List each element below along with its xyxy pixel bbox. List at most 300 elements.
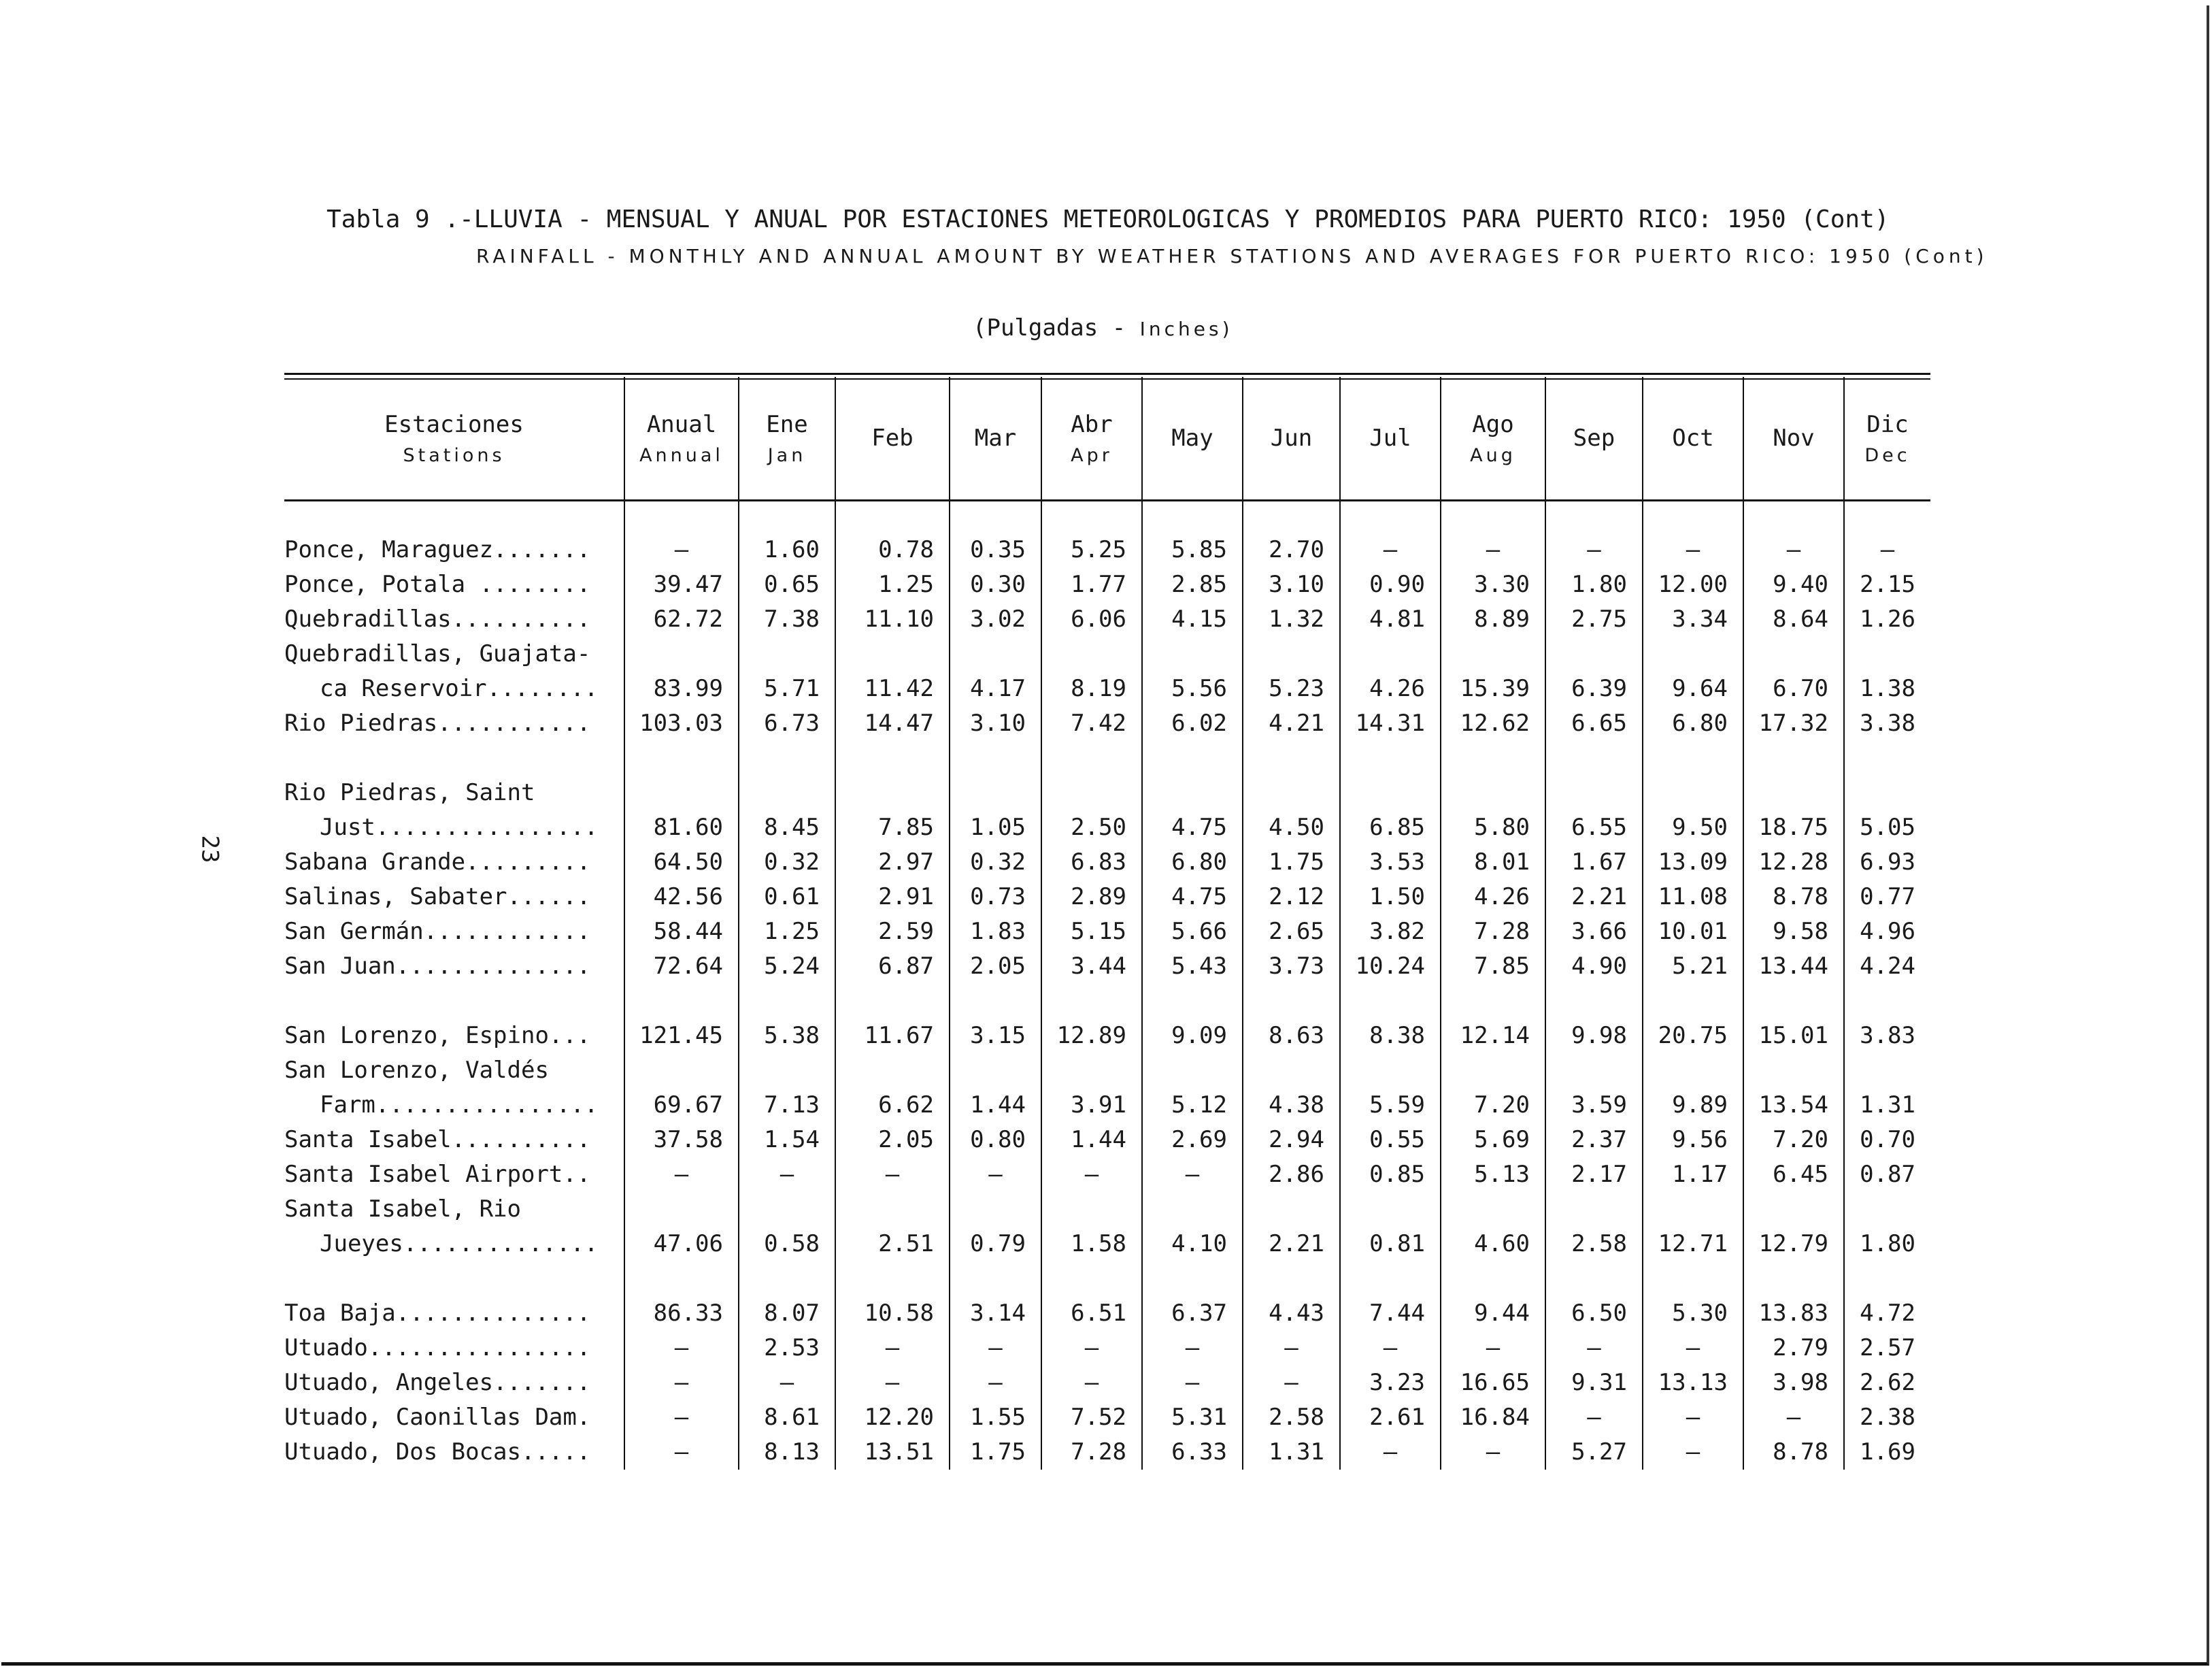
rainfall-value: 2.51 bbox=[835, 1227, 950, 1261]
rainfall-value: 2.97 bbox=[835, 845, 950, 880]
rainfall-value: 9.89 bbox=[1643, 1088, 1743, 1123]
rainfall-value: 3.53 bbox=[1340, 845, 1441, 880]
rainfall-value: 0.70 bbox=[1844, 1123, 1930, 1157]
rainfall-value: 16.84 bbox=[1441, 1400, 1545, 1435]
rainfall-value: 42.56 bbox=[624, 880, 739, 914]
table-row bbox=[284, 1261, 1930, 1296]
rainfall-value bbox=[1142, 1261, 1243, 1296]
rainfall-value: 1.80 bbox=[1545, 567, 1643, 602]
rainfall-value: 6.37 bbox=[1142, 1296, 1243, 1331]
header-col bbox=[1142, 377, 1243, 501]
rainfall-value: 15.39 bbox=[1441, 672, 1545, 706]
rainfall-value: — bbox=[1340, 501, 1441, 568]
rainfall-value: — bbox=[1441, 1435, 1545, 1470]
rainfall-value bbox=[1243, 984, 1340, 1019]
rainfall-value: 121.45 bbox=[624, 1019, 739, 1053]
rainfall-value: 13.09 bbox=[1643, 845, 1743, 880]
station-name: Salinas, Sabater...... bbox=[284, 883, 591, 910]
rainfall-value: 12.00 bbox=[1643, 567, 1743, 602]
rainfall-value: 3.10 bbox=[950, 706, 1041, 741]
rainfall-value: — bbox=[950, 1331, 1041, 1366]
rainfall-value: 0.90 bbox=[1340, 567, 1441, 602]
rainfall-value bbox=[1545, 1261, 1643, 1296]
rainfall-value: 10.24 bbox=[1340, 949, 1441, 984]
rainfall-value: 3.83 bbox=[1844, 1019, 1930, 1053]
rainfall-value: 0.73 bbox=[950, 880, 1041, 914]
rainfall-value: 5.80 bbox=[1441, 810, 1545, 845]
table-row bbox=[284, 1435, 1930, 1470]
header-label-en: Stations bbox=[403, 445, 505, 466]
rainfall-value: 0.87 bbox=[1844, 1157, 1930, 1192]
header-col bbox=[1041, 377, 1142, 501]
rainfall-value: 1.50 bbox=[1340, 880, 1441, 914]
rainfall-value: 0.78 bbox=[835, 501, 950, 568]
rainfall-value: 0.55 bbox=[1340, 1123, 1441, 1157]
rainfall-value bbox=[624, 1053, 739, 1088]
station-name: Quebradillas, Guajata- bbox=[284, 640, 591, 667]
rainfall-value: 7.13 bbox=[739, 1088, 835, 1123]
table-title-spanish: Tabla 9 .-LLUVIA - MENSUAL Y ANUAL POR ESTACIONES METEOROLOGICAS Y PROMEDIOS PARA PUERTO RICO: 1950 (Cont) bbox=[326, 205, 1890, 233]
rainfall-value: 6.62 bbox=[835, 1088, 950, 1123]
rainfall-value: 17.32 bbox=[1743, 706, 1844, 741]
rainfall-value bbox=[835, 776, 950, 810]
rainfall-value: 7.85 bbox=[1441, 949, 1545, 984]
rainfall-value: 0.79 bbox=[950, 1227, 1041, 1261]
header-col bbox=[1643, 377, 1743, 501]
rainfall-value: 0.61 bbox=[739, 880, 835, 914]
rainfall-value bbox=[1844, 637, 1930, 672]
rainfall-value bbox=[624, 1192, 739, 1227]
station-name: Rio Piedras, Saint bbox=[284, 779, 535, 806]
rainfall-value: 5.69 bbox=[1441, 1123, 1545, 1157]
rainfall-value bbox=[1041, 984, 1142, 1019]
rainfall-value: 1.69 bbox=[1844, 1435, 1930, 1470]
rainfall-value: 1.17 bbox=[1643, 1157, 1743, 1192]
table-row bbox=[284, 914, 1930, 949]
station-name: Santa Isabel Airport.. bbox=[284, 1161, 591, 1188]
rainfall-value: 7.44 bbox=[1340, 1296, 1441, 1331]
rainfall-value: 1.67 bbox=[1545, 845, 1643, 880]
rainfall-value: — bbox=[835, 1366, 950, 1400]
rainfall-value bbox=[835, 1261, 950, 1296]
rainfall-value bbox=[1743, 984, 1844, 1019]
rainfall-value: 7.42 bbox=[1041, 706, 1142, 741]
table-row bbox=[284, 880, 1930, 914]
station-name: Santa Isabel.......... bbox=[284, 1126, 591, 1153]
rainfall-value bbox=[739, 741, 835, 776]
table-row bbox=[284, 1400, 1930, 1435]
rainfall-value: — bbox=[1743, 501, 1844, 568]
rainfall-value bbox=[1643, 1192, 1743, 1227]
rainfall-value: 2.38 bbox=[1844, 1400, 1930, 1435]
rainfall-value bbox=[1142, 984, 1243, 1019]
rainfall-value: 0.58 bbox=[739, 1227, 835, 1261]
rainfall-value: 8.38 bbox=[1340, 1019, 1441, 1053]
table-row bbox=[284, 1019, 1930, 1053]
station-name: Sabana Grande......... bbox=[284, 848, 591, 876]
rainfall-value bbox=[835, 637, 950, 672]
table-row bbox=[284, 637, 1930, 672]
rainfall-value: — bbox=[835, 1157, 950, 1192]
rainfall-value: 1.32 bbox=[1243, 602, 1340, 637]
rainfall-value: 3.10 bbox=[1243, 567, 1340, 602]
rainfall-value bbox=[1340, 984, 1441, 1019]
rainfall-value: 5.71 bbox=[739, 672, 835, 706]
rainfall-value: — bbox=[1340, 1331, 1441, 1366]
header-label-en: Dec bbox=[1864, 445, 1911, 466]
rainfall-value bbox=[1340, 741, 1441, 776]
table-body bbox=[284, 501, 1930, 1470]
rainfall-value: 2.94 bbox=[1243, 1123, 1340, 1157]
rainfall-value: 8.61 bbox=[739, 1400, 835, 1435]
rainfall-value: 20.75 bbox=[1643, 1019, 1743, 1053]
rainfall-value: — bbox=[1643, 1400, 1743, 1435]
rainfall-value: 5.56 bbox=[1142, 672, 1243, 706]
rainfall-value: 4.21 bbox=[1243, 706, 1340, 741]
rainfall-value: 4.72 bbox=[1844, 1296, 1930, 1331]
rainfall-value bbox=[1243, 1053, 1340, 1088]
rainfall-value: — bbox=[1545, 501, 1643, 568]
station-name bbox=[284, 984, 624, 1019]
station-name: Utuado................ bbox=[284, 1334, 591, 1361]
rainfall-value bbox=[950, 776, 1041, 810]
header-label-es: Jul bbox=[1369, 425, 1411, 452]
header-label-es: Jun bbox=[1270, 425, 1313, 452]
rainfall-value: 6.87 bbox=[835, 949, 950, 984]
rainfall-value: 3.98 bbox=[1743, 1366, 1844, 1400]
table-row bbox=[284, 810, 1930, 845]
station-name: San Lorenzo, Espino... bbox=[284, 1022, 591, 1049]
station-name: ca Reservoir........ bbox=[320, 675, 599, 702]
table-row bbox=[284, 672, 1930, 706]
rainfall-value: 8.78 bbox=[1743, 1435, 1844, 1470]
header-label-es: Estaciones bbox=[384, 411, 524, 438]
rainfall-value bbox=[1643, 776, 1743, 810]
header-label-es: Anual bbox=[646, 411, 717, 438]
rainfall-value bbox=[1545, 776, 1643, 810]
rainfall-value: 0.32 bbox=[950, 845, 1041, 880]
rainfall-value: 2.37 bbox=[1545, 1123, 1643, 1157]
rainfall-value: 12.89 bbox=[1041, 1019, 1142, 1053]
rainfall-value: 1.44 bbox=[1041, 1123, 1142, 1157]
rainfall-value bbox=[1441, 741, 1545, 776]
header-label-es: Sep bbox=[1573, 425, 1615, 452]
rainfall-value bbox=[1643, 1261, 1743, 1296]
rainfall-value: 2.75 bbox=[1545, 602, 1643, 637]
rainfall-value bbox=[1243, 741, 1340, 776]
station-name: Santa Isabel, Rio bbox=[284, 1195, 521, 1223]
header-label-es: May bbox=[1171, 425, 1213, 452]
rainfall-value: 1.75 bbox=[1243, 845, 1340, 880]
rainfall-value: 5.85 bbox=[1142, 501, 1243, 568]
rainfall-value bbox=[835, 1053, 950, 1088]
rainfall-value: 103.03 bbox=[624, 706, 739, 741]
rainfall-value: 2.12 bbox=[1243, 880, 1340, 914]
rainfall-value: 5.38 bbox=[739, 1019, 835, 1053]
rainfall-value bbox=[1844, 1053, 1930, 1088]
rainfall-value: — bbox=[624, 1157, 739, 1192]
rainfall-value: 2.61 bbox=[1340, 1400, 1441, 1435]
table-row bbox=[284, 949, 1930, 984]
rainfall-value: 72.64 bbox=[624, 949, 739, 984]
rainfall-value: 0.35 bbox=[950, 501, 1041, 568]
rainfall-value: 10.58 bbox=[835, 1296, 950, 1331]
rainfall-value: — bbox=[624, 1435, 739, 1470]
rainfall-value: 2.53 bbox=[739, 1331, 835, 1366]
rainfall-value: 1.54 bbox=[739, 1123, 835, 1157]
rainfall-value: 4.96 bbox=[1844, 914, 1930, 949]
rainfall-value: — bbox=[1142, 1366, 1243, 1400]
table-row bbox=[284, 706, 1930, 741]
station-name bbox=[284, 1261, 624, 1296]
page-number: 23 bbox=[196, 835, 224, 863]
rainfall-value: 4.75 bbox=[1142, 880, 1243, 914]
header-label-es: Mar bbox=[974, 425, 1017, 452]
rainfall-value: 7.28 bbox=[1041, 1435, 1142, 1470]
rainfall-value: 3.34 bbox=[1643, 602, 1743, 637]
rainfall-value: 1.05 bbox=[950, 810, 1041, 845]
header-row bbox=[284, 377, 1930, 501]
rainfall-value: 1.83 bbox=[950, 914, 1041, 949]
station-name bbox=[284, 741, 624, 776]
rainfall-value: 4.24 bbox=[1844, 949, 1930, 984]
header-col bbox=[1441, 377, 1545, 501]
station-name: Jueyes.............. bbox=[320, 1230, 599, 1257]
rainfall-value: 1.38 bbox=[1844, 672, 1930, 706]
rainfall-value bbox=[739, 776, 835, 810]
rainfall-value: 39.47 bbox=[624, 567, 739, 602]
rainfall-value: 0.77 bbox=[1844, 880, 1930, 914]
rainfall-value: 13.83 bbox=[1743, 1296, 1844, 1331]
header-col bbox=[950, 377, 1041, 501]
header-col bbox=[739, 377, 835, 501]
rainfall-value: 10.01 bbox=[1643, 914, 1743, 949]
rainfall-value: — bbox=[1643, 501, 1743, 568]
rainfall-value: 9.40 bbox=[1743, 567, 1844, 602]
rainfall-value bbox=[835, 984, 950, 1019]
station-name: Ponce, Potala ........ bbox=[284, 571, 591, 598]
rainfall-value bbox=[1643, 741, 1743, 776]
rainfall-value: — bbox=[624, 1331, 739, 1366]
rainfall-value bbox=[1844, 1192, 1930, 1227]
rainfall-value: 6.80 bbox=[1142, 845, 1243, 880]
rainfall-value bbox=[739, 637, 835, 672]
rainfall-value: 1.26 bbox=[1844, 602, 1930, 637]
header-label-en: Annual bbox=[639, 445, 724, 466]
rainfall-value bbox=[1041, 776, 1142, 810]
rainfall-value bbox=[1142, 637, 1243, 672]
rainfall-value: 6.06 bbox=[1041, 602, 1142, 637]
rainfall-value: 5.43 bbox=[1142, 949, 1243, 984]
rainfall-value: — bbox=[624, 1366, 739, 1400]
rainfall-value: 9.09 bbox=[1142, 1019, 1243, 1053]
rainfall-value: — bbox=[1041, 1331, 1142, 1366]
station-name: Toa Baja.............. bbox=[284, 1300, 591, 1327]
rainfall-value: 16.65 bbox=[1441, 1366, 1545, 1400]
rainfall-value bbox=[1243, 1261, 1340, 1296]
rainfall-value: 37.58 bbox=[624, 1123, 739, 1157]
rainfall-value: 13.51 bbox=[835, 1435, 950, 1470]
rainfall-value: 9.64 bbox=[1643, 672, 1743, 706]
rainfall-value bbox=[1142, 1053, 1243, 1088]
rainfall-value: 6.39 bbox=[1545, 672, 1643, 706]
header-col bbox=[1243, 377, 1340, 501]
rainfall-value: 4.90 bbox=[1545, 949, 1643, 984]
rainfall-value: 5.25 bbox=[1041, 501, 1142, 568]
rainfall-value bbox=[1243, 776, 1340, 810]
station-name: San Lorenzo, Valdés bbox=[284, 1057, 549, 1084]
station-name: Farm................ bbox=[320, 1091, 599, 1119]
rainfall-value: 1.80 bbox=[1844, 1227, 1930, 1261]
rainfall-value bbox=[1743, 776, 1844, 810]
rainfall-value: 3.02 bbox=[950, 602, 1041, 637]
table-row bbox=[284, 1296, 1930, 1331]
rainfall-value: 18.75 bbox=[1743, 810, 1844, 845]
rainfall-value: 2.21 bbox=[1545, 880, 1643, 914]
rainfall-value: 6.73 bbox=[739, 706, 835, 741]
table-row bbox=[284, 776, 1930, 810]
rainfall-value: 2.79 bbox=[1743, 1331, 1844, 1366]
rainfall-value: 13.54 bbox=[1743, 1088, 1844, 1123]
rainfall-value bbox=[624, 984, 739, 1019]
rainfall-value bbox=[1243, 1192, 1340, 1227]
rainfall-value: 1.58 bbox=[1041, 1227, 1142, 1261]
rainfall-value: — bbox=[1041, 1366, 1142, 1400]
rainfall-value: 1.77 bbox=[1041, 567, 1142, 602]
rainfall-value bbox=[739, 1261, 835, 1296]
rainfall-value: — bbox=[1441, 1331, 1545, 1366]
rainfall-value: 5.66 bbox=[1142, 914, 1243, 949]
rainfall-value: 8.78 bbox=[1743, 880, 1844, 914]
rainfall-value bbox=[950, 984, 1041, 1019]
rainfall-table bbox=[284, 377, 1930, 1470]
rainfall-value bbox=[1743, 1261, 1844, 1296]
rainfall-value: 1.31 bbox=[1243, 1435, 1340, 1470]
rainfall-value: 2.69 bbox=[1142, 1123, 1243, 1157]
table-row bbox=[284, 1157, 1930, 1192]
rainfall-value: — bbox=[1743, 1400, 1844, 1435]
rainfall-value: 1.25 bbox=[835, 567, 950, 602]
rainfall-value: 0.85 bbox=[1340, 1157, 1441, 1192]
header-col bbox=[1545, 377, 1643, 501]
rainfall-value: 14.47 bbox=[835, 706, 950, 741]
rainfall-value: 1.44 bbox=[950, 1088, 1041, 1123]
rainfall-value: — bbox=[1441, 501, 1545, 568]
rainfall-value: 7.85 bbox=[835, 810, 950, 845]
rainfall-value: 8.89 bbox=[1441, 602, 1545, 637]
rainfall-value: — bbox=[1545, 1400, 1643, 1435]
table-row bbox=[284, 741, 1930, 776]
rainfall-value bbox=[1844, 741, 1930, 776]
rainfall-value: 2.21 bbox=[1243, 1227, 1340, 1261]
rainfall-value: — bbox=[1545, 1331, 1643, 1366]
rainfall-value: — bbox=[1643, 1435, 1743, 1470]
table-row bbox=[284, 501, 1930, 568]
rainfall-value: — bbox=[739, 1366, 835, 1400]
station-name: San Juan.............. bbox=[284, 953, 591, 980]
rainfall-value: — bbox=[1340, 1435, 1441, 1470]
table-row bbox=[284, 845, 1930, 880]
rainfall-value: 0.80 bbox=[950, 1123, 1041, 1157]
station-name: Ponce, Maraguez....... bbox=[284, 536, 591, 563]
header-label-es: Dic bbox=[1866, 411, 1909, 438]
rainfall-value: 69.67 bbox=[624, 1088, 739, 1123]
rainfall-value bbox=[1340, 776, 1441, 810]
rainfall-value: 5.15 bbox=[1041, 914, 1142, 949]
header-label-en: Aug bbox=[1470, 445, 1516, 466]
rainfall-value: 2.58 bbox=[1243, 1400, 1340, 1435]
rainfall-value bbox=[1844, 1261, 1930, 1296]
header-label-es: Ago bbox=[1472, 411, 1514, 438]
rainfall-value bbox=[1142, 1192, 1243, 1227]
rainfall-value bbox=[1340, 637, 1441, 672]
rainfall-value: 2.62 bbox=[1844, 1366, 1930, 1400]
rainfall-value bbox=[624, 637, 739, 672]
rainfall-value bbox=[1041, 637, 1142, 672]
rainfall-value: 12.14 bbox=[1441, 1019, 1545, 1053]
units-spanish: (Pulgadas - bbox=[973, 314, 1126, 342]
rainfall-value: 7.28 bbox=[1441, 914, 1545, 949]
rainfall-value: — bbox=[835, 1331, 950, 1366]
header-label-es: Oct bbox=[1672, 425, 1714, 452]
rainfall-value: 2.58 bbox=[1545, 1227, 1643, 1261]
rainfall-value bbox=[1441, 984, 1545, 1019]
rainfall-value: — bbox=[739, 1157, 835, 1192]
rainfall-value: 3.23 bbox=[1340, 1366, 1441, 1400]
rainfall-value bbox=[1844, 984, 1930, 1019]
rainfall-value bbox=[1340, 1192, 1441, 1227]
rainfall-value: 3.91 bbox=[1041, 1088, 1142, 1123]
rainfall-value: 6.02 bbox=[1142, 706, 1243, 741]
rainfall-value: 6.33 bbox=[1142, 1435, 1243, 1470]
rainfall-value: 3.38 bbox=[1844, 706, 1930, 741]
rainfall-value: 5.59 bbox=[1340, 1088, 1441, 1123]
rainfall-value: 81.60 bbox=[624, 810, 739, 845]
rainfall-value bbox=[835, 1192, 950, 1227]
rainfall-value: 6.83 bbox=[1041, 845, 1142, 880]
units-english: Inches) bbox=[1139, 318, 1233, 340]
rainfall-value bbox=[624, 776, 739, 810]
rainfall-value: 3.66 bbox=[1545, 914, 1643, 949]
header-stations bbox=[284, 377, 624, 501]
table-row bbox=[284, 1123, 1930, 1157]
rainfall-value: 86.33 bbox=[624, 1296, 739, 1331]
rainfall-value: — bbox=[1142, 1331, 1243, 1366]
rainfall-value bbox=[1041, 1192, 1142, 1227]
header-label-en: Jan bbox=[767, 445, 807, 466]
station-name: Utuado, Dos Bocas..... bbox=[284, 1438, 591, 1466]
rainfall-value: 2.50 bbox=[1041, 810, 1142, 845]
rainfall-value bbox=[950, 741, 1041, 776]
rainfall-value: 9.31 bbox=[1545, 1366, 1643, 1400]
rainfall-value bbox=[739, 1053, 835, 1088]
rainfall-value: 1.31 bbox=[1844, 1088, 1930, 1123]
rainfall-value: 13.13 bbox=[1643, 1366, 1743, 1400]
rainfall-value: 6.80 bbox=[1643, 706, 1743, 741]
rainfall-value: 4.38 bbox=[1243, 1088, 1340, 1123]
rainfall-value: — bbox=[624, 1400, 739, 1435]
rainfall-value bbox=[1743, 1053, 1844, 1088]
rainfall-value: 7.20 bbox=[1441, 1088, 1545, 1123]
rainfall-value: 62.72 bbox=[624, 602, 739, 637]
rainfall-value: 3.73 bbox=[1243, 949, 1340, 984]
rainfall-value: 1.55 bbox=[950, 1400, 1041, 1435]
rainfall-value: 12.20 bbox=[835, 1400, 950, 1435]
rainfall-value: 3.82 bbox=[1340, 914, 1441, 949]
rainfall-value: 6.50 bbox=[1545, 1296, 1643, 1331]
rainfall-value bbox=[1340, 1261, 1441, 1296]
rainfall-value: 9.50 bbox=[1643, 810, 1743, 845]
